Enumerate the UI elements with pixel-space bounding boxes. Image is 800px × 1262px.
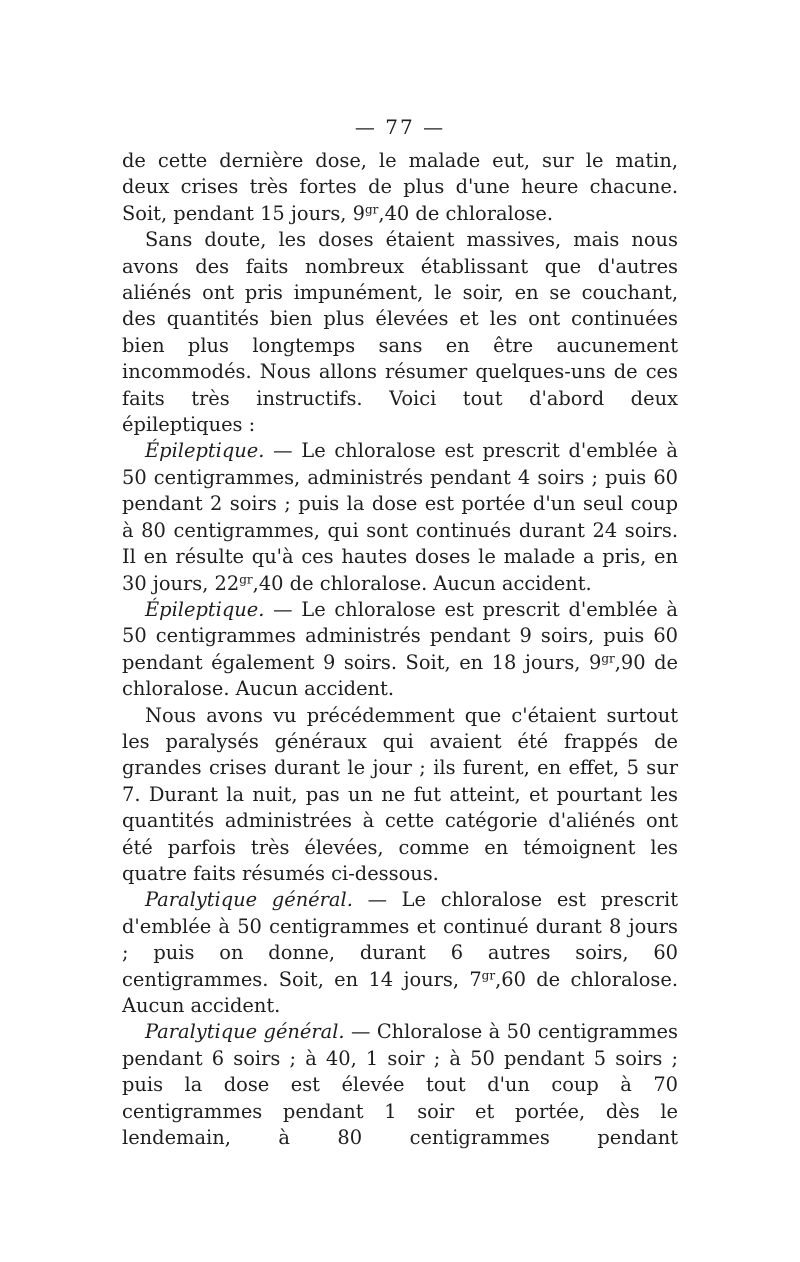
paragraph-4 (122, 597, 678, 703)
paragraph-3-text-b: ,40 de chloralose. Aucun accident. (252, 571, 592, 595)
paragraph-1-text-b: ,40 de chloralose. (378, 201, 553, 225)
case-label-paralytique-1: Paralytique général. (145, 888, 353, 912)
paragraph-3-text-a: — Le chloralose est prescrit d'emblée à 50 centigrammes, administrés pendant 4 soirs ; puis 60 pendant 2 soirs ; puis la dose est portée d'un seul coup à 80 centigrammes, qui sont continués durant 24 soirs. Il en résulte qu'à ces hautes doses le malade a pris, en 30 jours, 22 (122, 439, 678, 595)
book-page (122, 112, 678, 1151)
paragraph-4-text-b: ,90 de chloralose. Aucun accident. (122, 650, 679, 701)
case-label-epileptique-1: Épileptique. (145, 439, 265, 463)
paragraph-6 (122, 887, 678, 1019)
paragraph-5 (122, 703, 678, 888)
paragraph-2-text: Sans doute, les doses étaient massives, mais nous avons des faits nombreux établissant que d'autres aliénés ont pris impunément, le soir, en se couchant, des quantités bien plus élevées et les ont continuées bien plus longtemps sans en être aucunement incommodés. Nous allons résumer quelques-uns de ces faits très instructifs. Voici tout d'abord deux épileptiques : (122, 228, 678, 437)
paragraph-1-text-a: de cette dernière dose, le malade eut, sur le matin, deux crises très fortes de plus d'une heure chacune. Soit, pendant 15 jours, 9 (122, 149, 678, 225)
gram-unit: gr (481, 967, 496, 982)
gram-unit: gr (601, 651, 615, 666)
paragraph-7 (122, 1019, 678, 1151)
case-label-paralytique-2: Paralytique général. (145, 1020, 345, 1044)
gram-unit: gr (364, 202, 379, 217)
paragraph-7-text: — Chloralose à 50 centigrammes pendant 6 soirs ; à 40, 1 soir ; à 50 pendant 5 soirs ; puis la dose est élevée tout d'un coup à 70 centigrammes pendant 1 soir et portée, dès le lendemain, à 80 centigrammes pendant (122, 1020, 678, 1150)
paragraph-1 (122, 148, 678, 227)
paragraph-4-text-a: — Le chloralose est prescrit d'emblée à 50 centigrammes administrés pendant 9 soirs, puis 60 pendant également 9 soirs. Soit, en 18 jours, 9 (122, 597, 678, 674)
paragraph-6-text-a: — Le chloralose est prescrit d'emblée à 50 centigrammes et continué durant 8 jours ; puis on donne, durant 6 autres soirs, 60 centigrammes. Soit, en 14 jours, 7 (122, 888, 678, 991)
page-number: — 77 — (354, 115, 446, 139)
paragraph-3 (122, 438, 678, 596)
paragraph-2 (122, 227, 678, 438)
gram-unit: gr (239, 571, 253, 586)
paragraph-5-text: Nous avons vu précédemment que c'étaient surtout les paralysés généraux qui avaient été frappés de grandes crises durant le jour ; ils furent, en effet, 5 sur 7. Durant la nuit, pas un ne fut atteint, et pourtant les quantités administrées à cette catégorie d'aliénés ont été parfois très élevées, comme en témoignent les quatre faits résumés ci-dessous. (122, 703, 678, 885)
case-label-epileptique-2: Épileptique. (145, 597, 265, 621)
paragraph-6-text-b: ,60 de chloralose. Aucun accident. (122, 967, 678, 1017)
